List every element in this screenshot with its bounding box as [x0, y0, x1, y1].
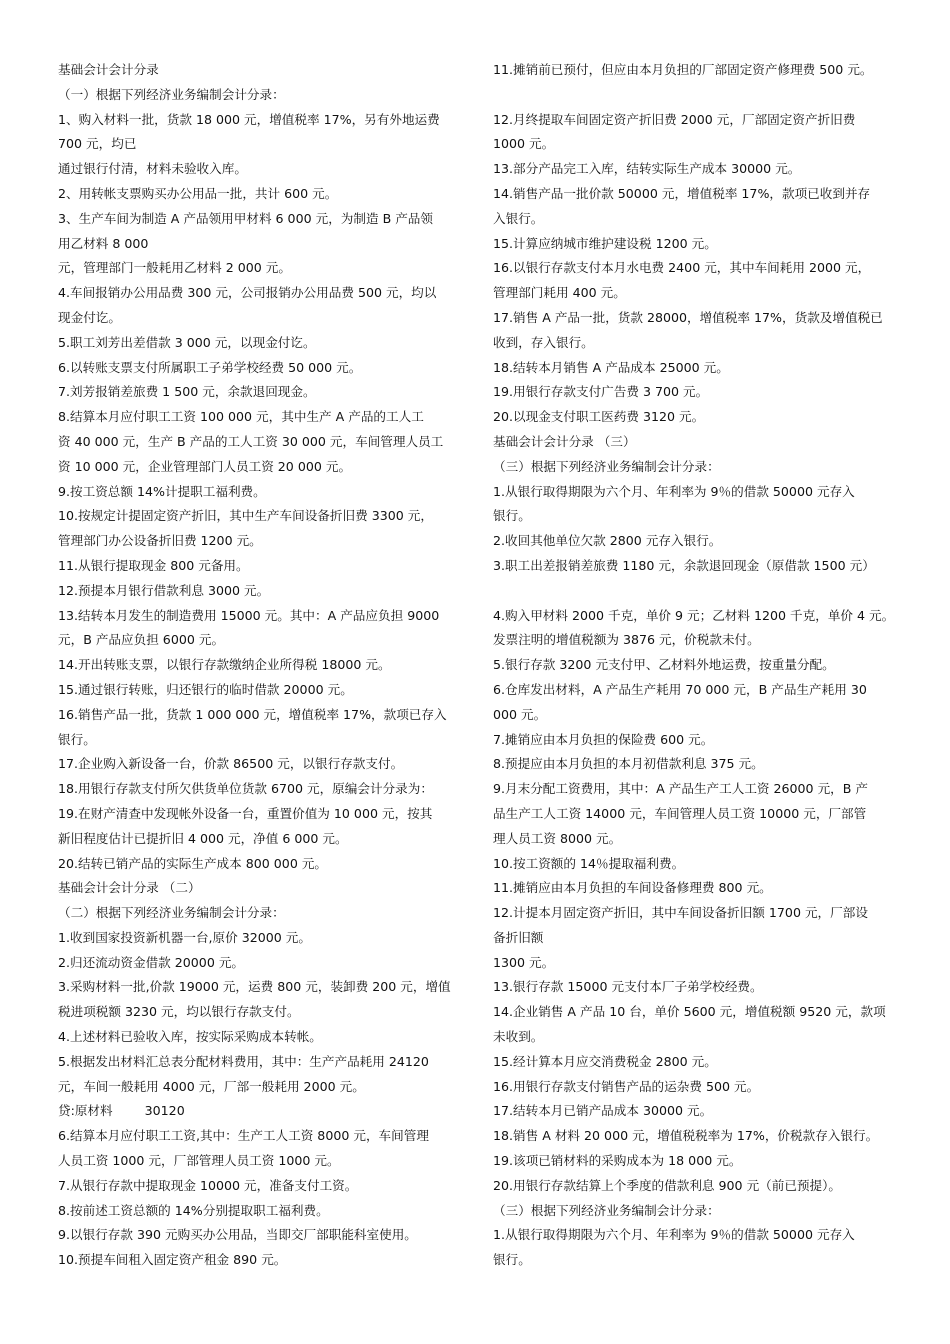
text-line: 现金付讫。: [58, 309, 121, 325]
text-line: 管理部门耗用 400 元。: [493, 285, 626, 301]
text-line: 000 元。: [493, 706, 547, 722]
text-line: 1.从银行取得期限为六个月、年利率为 9％的借款 50000 元存入: [493, 483, 855, 499]
text-line: 收到，存入银行。: [493, 334, 594, 350]
text-line: 8.预提应由本月负担的本月初借款利息 375 元。: [493, 756, 764, 772]
right-column: [493, 58, 905, 1273]
text-line: 基础会计会计分录: [58, 62, 159, 77]
text-line: 19.在财产清查中发现帐外设备一台，重置价值为 10 000 元，按其: [58, 805, 433, 821]
text-line: 18.用银行存款支付所欠供货单位货款 6700 元，原编会计分录为：: [58, 781, 433, 797]
text-line: 元，车间一般耗用 4000 元，厂部一般耗用 2000 元。: [58, 1078, 365, 1094]
text-line: 银行。: [493, 1252, 531, 1268]
text-line: [493, 83, 905, 108]
text-line: 4.上述材料已验收入库，按实际采购成本转帐。: [58, 1029, 322, 1045]
text-line: 700 元，均已: [58, 136, 137, 152]
text-line: 9.以银行存款 390 元购买办公用品，当即交厂部职能科室使用。: [58, 1227, 417, 1243]
text-line: 11.摊销应由本月负担的车间设备修理费 800 元。: [493, 880, 772, 896]
text-line: 管理部门办公设备折旧费 1200 元。: [58, 533, 262, 549]
text-line: 银行。: [493, 508, 531, 524]
text-line: 11.从银行提取现金 800 元备用。: [58, 557, 249, 573]
text-line: 16.以银行存款支付本月水电费 2400 元，其中车间耗用 2000 元，: [493, 260, 871, 276]
text-line: 8.按前述工资总额的 14%分别提取职工福利费。: [58, 1202, 329, 1218]
text-line: 13.部分产品完工入库，结转实际生产成本 30000 元。: [493, 161, 801, 177]
text-line: （二）根据下列经济业务编制会计分录：: [58, 905, 285, 921]
text-line: 税进项税额 3230 元，均以银行存款支付。: [58, 1004, 300, 1020]
text-line: 通过银行付清，材料未验收入库。: [58, 161, 247, 177]
text-line: 12.月终提取车间固定资产折旧费 2000 元，厂部固定资产折旧费: [493, 111, 856, 127]
text-line: 人员工资 1000 元，厂部管理人员工资 1000 元。: [58, 1153, 340, 1169]
text-line: 6.以转账支票支付所属职工子弟学校经费 50 000 元。: [58, 359, 362, 375]
text-line: 品生产工人工资 14000 元，车间管理人员工资 10000 元，厂部管: [493, 805, 867, 821]
text-line: 14.销售产品一批价款 50000 元，增值税率 17%，款项已收到并存: [493, 185, 871, 201]
text-line: 6.仓库发出材料，A 产品生产耗用 70 000 元，B 产品生产耗用 30: [493, 681, 867, 697]
text-line: 19.用银行存款支付广告费 3 700 元。: [493, 384, 709, 400]
text-line: [493, 579, 905, 604]
text-line: 7.摊销应由本月负担的保险费 600 元。: [493, 731, 714, 747]
text-line: （一）根据下列经济业务编制会计分录：: [58, 86, 285, 102]
text-line: （三）根据下列经济业务编制会计分录：: [493, 458, 720, 474]
text-line: 12.预提本月银行借款利息 3000 元。: [58, 582, 270, 598]
text-line: 20.以现金支付职工医药费 3120 元。: [493, 409, 705, 425]
text-line: 15.计算应纳城市维护建设税 1200 元。: [493, 235, 717, 251]
text-line: 19.该项已销材料的采购成本为 18 000 元。: [493, 1153, 742, 1169]
text-line: 2.收回其他单位欠款 2800 元存入银行。: [493, 533, 722, 549]
text-line: 元，B 产品应负担 6000 元。: [58, 632, 225, 648]
text-line: 10.预提车间租入固定资产租金 890 元。: [58, 1252, 287, 1268]
text-line: 13.银行存款 15000 元支付本厂子弟学校经费。: [493, 979, 763, 995]
text-line: 新旧程度估计已提折旧 4 000 元，净值 6 000 元。: [58, 830, 348, 846]
text-line: 20.结转已销产品的实际生产成本 800 000 元。: [58, 855, 328, 871]
text-line: 14.企业销售 A 产品 10 台，单价 5600 元，增值税额 9520 元，款项: [493, 1004, 886, 1020]
text-line: 备折旧额: [493, 929, 544, 945]
text-line: 1.从银行取得期限为六个月、年利率为 9％的借款 50000 元存入: [493, 1227, 855, 1243]
left-column: [58, 58, 466, 1273]
text-line: 银行。: [58, 731, 96, 747]
text-line: 15.经计算本月应交消费税金 2800 元。: [493, 1053, 717, 1069]
text-line: 1、购入材料一批，货款 18 000 元，增值税率 17%，另有外地运费: [58, 111, 440, 127]
text-line: 资 40 000 元，生产 B 产品的工人工资 30 000 元，车间管理人员工: [58, 433, 444, 449]
text-line: 12.计提本月固定资产折旧，其中车间设备折旧额 1700 元，厂部设: [493, 905, 868, 921]
text-line: 2.归还流动资金借款 20000 元。: [58, 954, 245, 970]
text-line: 4.购入甲材料 2000 千克，单价 9 元；乙材料 1200 千克，单价 4 元。: [493, 607, 895, 623]
text-line: 7.从银行存款中提取现金 10000 元，准备支付工资。: [58, 1177, 358, 1193]
text-line: 8.结算本月应付职工工资 100 000 元，其中生产 A 产品的工人工: [58, 409, 424, 425]
text-line: 3、生产车间为制造 A 产品领用甲材料 6 000 元，为制造 B 产品领: [58, 210, 433, 226]
text-line: 贷:原材料 30120: [58, 1103, 185, 1119]
text-line: 基础会计会计分录 （三）: [493, 433, 636, 449]
text-line: 3.职工出差报销差旅费 1180 元，余款退回现金（原借款 1500 元）: [493, 557, 875, 573]
text-line: 资 10 000 元，企业管理部门人员工资 20 000 元。: [58, 458, 352, 474]
text-line: 9.按工资总额 14%计提职工福利费。: [58, 483, 266, 499]
text-line: 5.银行存款 3200 元支付甲、乙材料外地运费，按重量分配。: [493, 657, 835, 673]
text-line: 2、用转帐支票购买办公用品一批，共计 600 元。: [58, 185, 338, 201]
text-line: 6.结算本月应付职工工资,其中：生产工人工资 8000 元，车间管理: [58, 1128, 429, 1144]
text-line: 17.结转本月已销产品成本 30000 元。: [493, 1103, 713, 1119]
text-line: （三）根据下列经济业务编制会计分录：: [493, 1202, 720, 1218]
text-line: 元，管理部门一般耗用乙材料 2 000 元。: [58, 260, 291, 276]
text-line: 15.通过银行转账，归还银行的临时借款 20000 元。: [58, 681, 353, 697]
text-line: 18.销售 A 材料 20 000 元，增值税税率为 17%，价税款存入银行。: [493, 1128, 879, 1144]
text-line: 16.用银行存款支付销售产品的运杂费 500 元。: [493, 1078, 760, 1094]
text-line: 3.采购材料一批,价款 19000 元，运费 800 元，装卸费 200 元，增值: [58, 979, 451, 995]
text-line: 发票注明的增值税额为 3876 元，价税款未付。: [493, 632, 760, 648]
text-line: 16.销售产品一批，货款 1 000 000 元，增值税率 17%，款项已存入: [58, 706, 447, 722]
text-line: 17.企业购入新设备一台，价款 86500 元，以银行存款支付。: [58, 756, 404, 772]
text-line: 1.收到国家投资新机器一台,原价 32000 元。: [58, 929, 311, 945]
text-line: 1000 元。: [493, 136, 555, 152]
text-line: 13.结转本月发生的制造费用 15000 元。其中：A 产品应负担 9000: [58, 607, 440, 623]
text-line: 入银行。: [493, 210, 544, 226]
text-line: 用乙材料 8 000: [58, 235, 149, 251]
text-line: 18.结转本月销售 A 产品成本 25000 元。: [493, 359, 729, 375]
text-line: 20.用银行存款结算上个季度的借款利息 900 元（前已预提）。: [493, 1177, 842, 1193]
text-line: 未收到。: [493, 1029, 544, 1045]
text-line: 理人员工资 8000 元。: [493, 830, 622, 846]
text-line: 5.根据发出材料汇总表分配材料费用，其中：生产产品耗用 24120: [58, 1053, 429, 1069]
text-line: 10.按工资额的 14％提取福利费。: [493, 855, 685, 871]
text-line: 17.销售 A 产品一批，货款 28000，增值税率 17%，货款及增值税已: [493, 309, 883, 325]
text-line: 10.按规定计提固定资产折旧，其中生产车间设备折旧费 3300 元，: [58, 508, 433, 524]
text-line: 1300 元。: [493, 954, 555, 970]
text-line: 14.开出转账支票，以银行存款缴纳企业所得税 18000 元。: [58, 657, 391, 673]
text-line: 5.职工刘芳出差借款 3 000 元，以现金付讫。: [58, 334, 316, 350]
text-line: 4.车间报销办公用品费 300 元，公司报销办公用品费 500 元，均以: [58, 285, 437, 301]
text-line: 9.月末分配工资费用，其中：A 产品生产工人工资 26000 元，B 产: [493, 781, 869, 797]
text-line: 7.刘芳报销差旅费 1 500 元，余款退回现金。: [58, 384, 316, 400]
text-line: 基础会计会计分录 （二）: [58, 880, 201, 896]
text-line: 11.摊销前已预付，但应由本月负担的厂部固定资产修理费 500 元。: [493, 62, 873, 77]
